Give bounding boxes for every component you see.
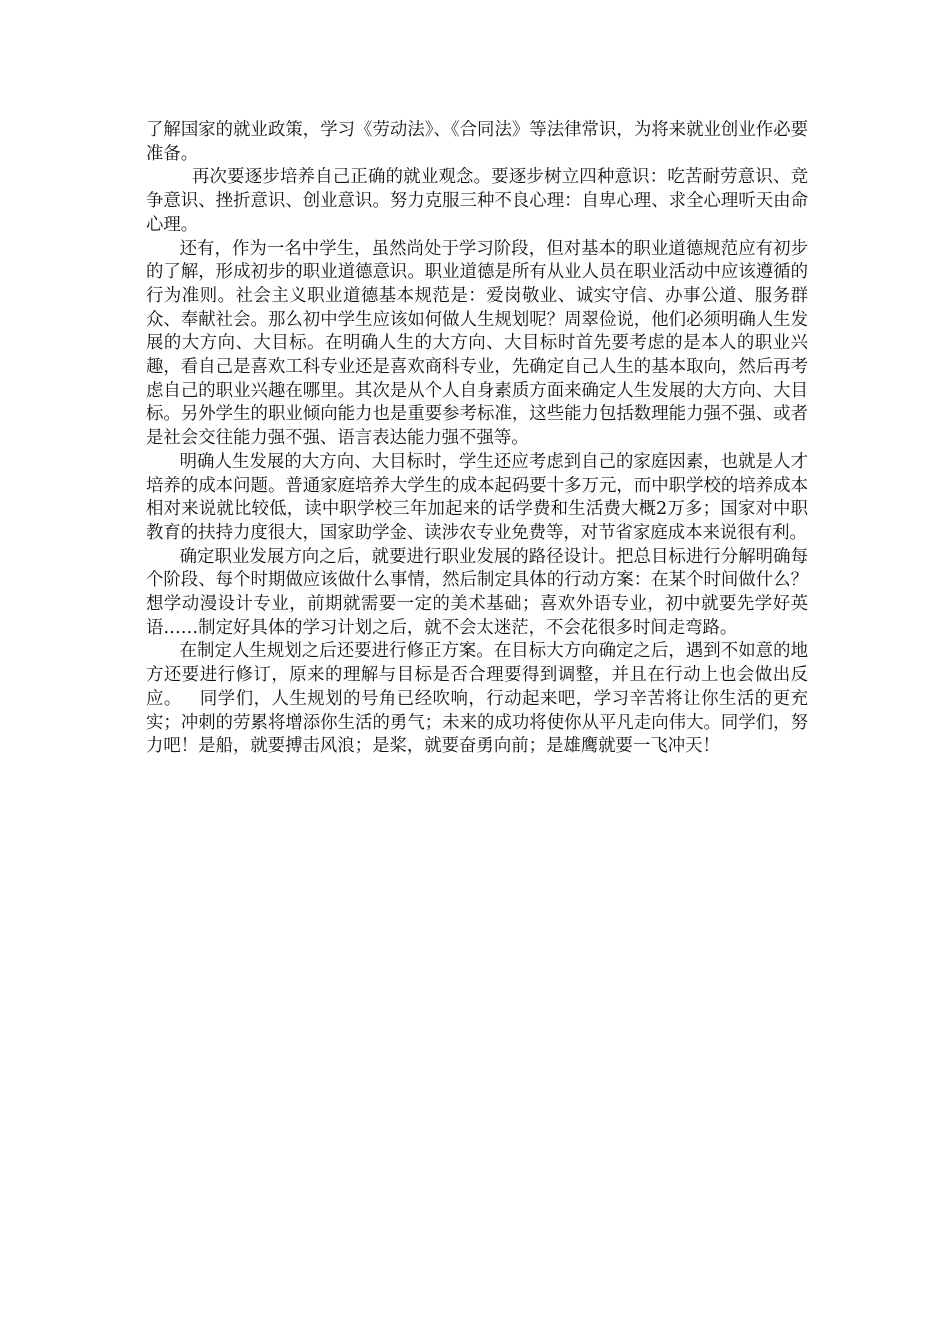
paragraph-revision-plan: 在制定人生规划之后还要进行修正方案。在目标大方向确定之后，遇到不如意的地方还要进行修订，原来的理解与目标是否合理要得到调整，并且在行动上也会做出反应。 同学们，人生规划的号角已经吹响，行动起来吧，学习辛苦将让你生活的更充实；冲刺的劳累将增添你生活的勇气；未来的成功将使你从平凡走向伟大。同学们，努力吧！是船，就要搏击风浪；是桨，就要奋勇向前；是雄鹰就要一飞冲天！ (146, 641, 808, 757)
paragraph-professional-ethics: 还有，作为一名中学生，虽然尚处于学习阶段，但对基本的职业道德规范应有初步的了解，形成初步的职业道德意识。职业道德是所有从业人员在职业活动中应该遵循的行为准则。社会主义职业道德基本规范是：爱岗敬业、诚实守信、办事公道、服务群众、奉献社会。那么初中学生应该如何做人生规划呢？周翠俭说，他们必须明确人生发展的大方向、大目标。在明确人生的大方向、大目标时首先要考虑的是本人的职业兴趣，看自己是喜欢工科专业还是喜欢商科专业，先确定自己人生的基本取向，然后再考虑自己的职业兴趣在哪里。其次是从个人自身素质方面来确定人生发展的大方向、大目标。另外学生的职业倾向能力也是重要参考标准，这些能力包括数理能力强不强、或者是社会交往能力强不强、语言表达能力强不强等。 (146, 238, 808, 449)
paragraph-employment-awareness: 再次要逐步培养自己正确的就业观念。要逐步树立四种意识：吃苦耐劳意识、竞争意识、挫折意识、创业意识。努力克服三种不良心理：自卑心理、求全心理听天由命心理。 (146, 167, 808, 235)
paragraph-career-path: 确定职业发展方向之后，就要进行职业发展的路径设计。把总目标进行分解明确每个阶段、每个时期做应该做什么事情，然后制定具体的行动方案：在某个时间做什么？想学动漫设计专业，前期就需要一定的美术基础；喜欢外语专业，初中就要先学好英语……制定好具体的学习计划之后，就不会太迷茫，不会花很多时间走弯路。 (146, 546, 808, 638)
paragraph-employment-policy: 了解国家的就业政策，学习《劳动法》、《合同法》等法律常识，为将来就业创业作必要准备。 (146, 120, 808, 164)
document-body (146, 119, 808, 759)
paragraph-family-factors: 明确人生发展的大方向、大目标时，学生还应考虑到自己的家庭因素，也就是人才培养的成本问题。普通家庭培养大学生的成本起码要十多万元，而中职学校的培养成本相对来说就比较低，读中职学校三年加起来的话学费和生活费大概2万多；国家对中职教育的扶持力度很大，国家助学金、读涉农专业免费等，对节省家庭成本来说很有利。 (146, 451, 808, 543)
